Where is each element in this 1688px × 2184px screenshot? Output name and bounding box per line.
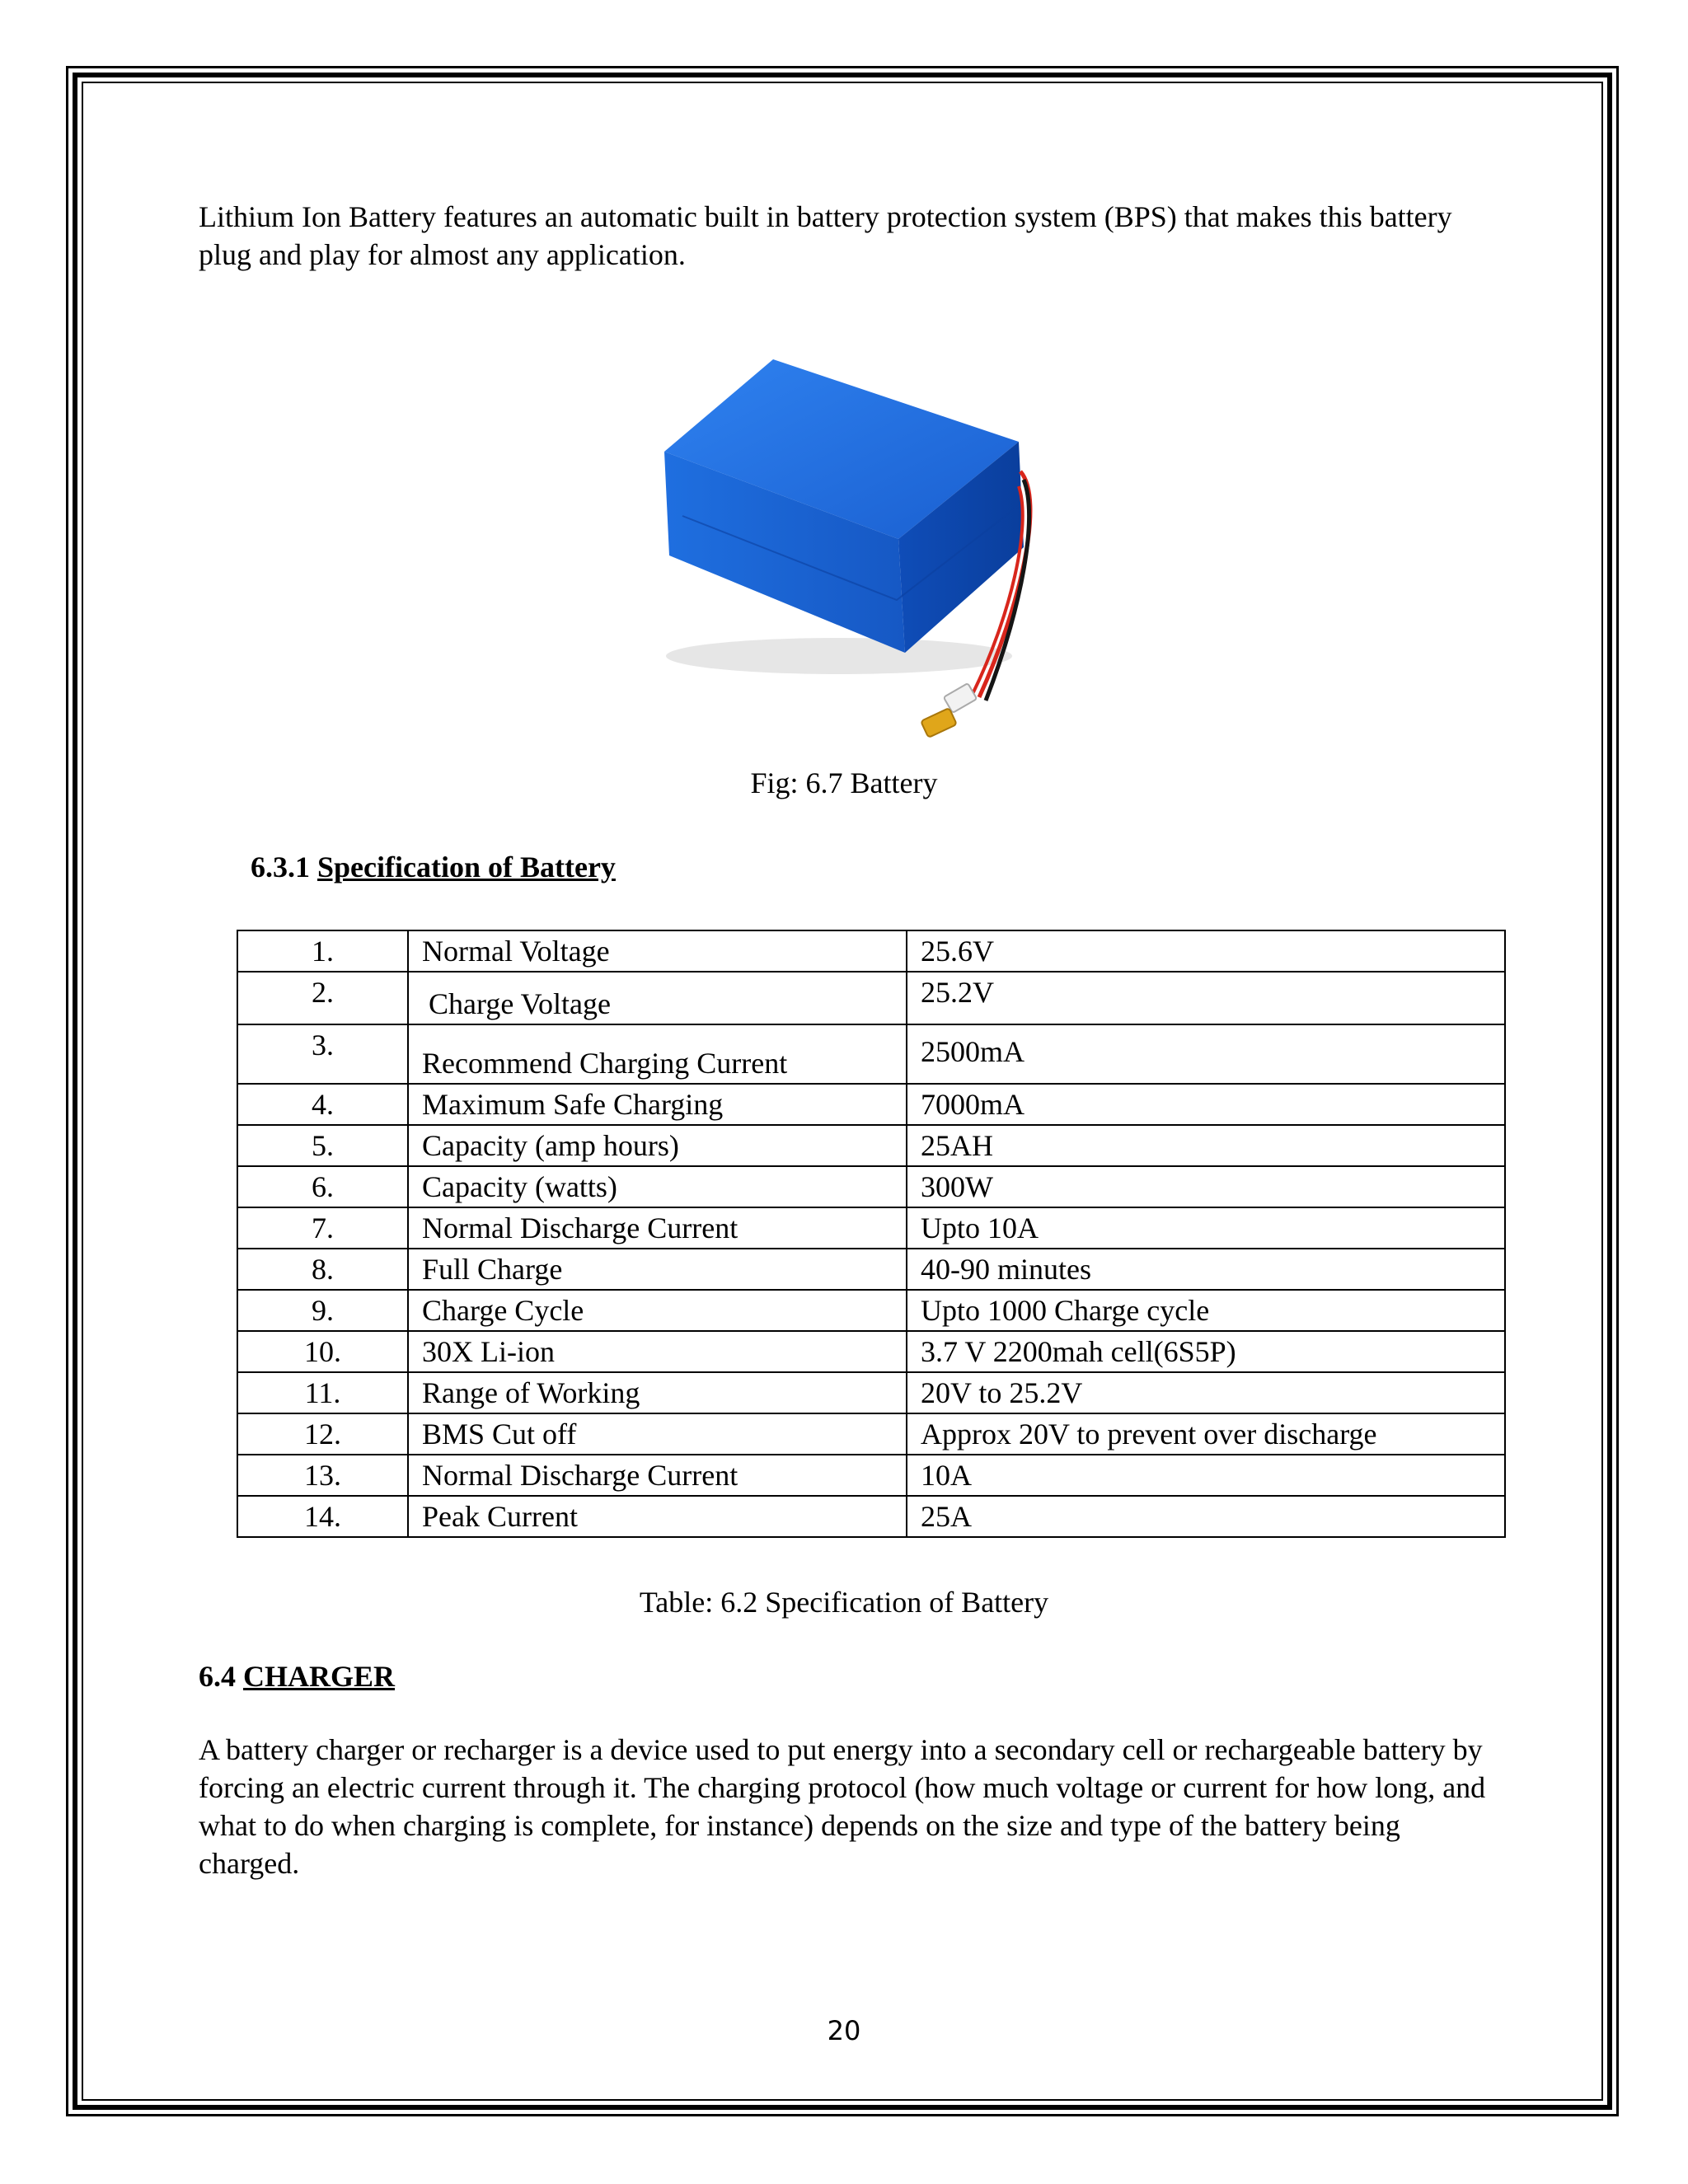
section-title: Specification of Battery [317,851,616,883]
row-value: 20V to 25.2V [907,1372,1505,1413]
row-parameter: Normal Discharge Current [408,1455,907,1496]
row-value: 7000mA [907,1084,1505,1125]
row-number: 6. [237,1166,408,1207]
row-parameter: Normal Voltage [408,930,907,972]
page-number: 20 [827,2015,861,2046]
row-value: 25.6V [907,930,1505,972]
row-value: Upto 10A [907,1207,1505,1249]
battery-figure [633,310,1055,747]
row-number: 1. [237,930,408,972]
table-row [237,972,1505,1024]
row-number: 11. [237,1372,408,1413]
row-parameter: Normal Discharge Current [408,1207,907,1249]
table-row [237,1290,1505,1331]
table-row [237,1166,1505,1207]
row-number: 3. [237,1024,408,1084]
section-number: 6.3.1 [251,851,310,883]
table-row [237,1413,1505,1455]
row-number: 13. [237,1455,408,1496]
row-parameter: Full Charge [408,1249,907,1290]
table-row [237,1207,1505,1249]
row-value: 25AH [907,1125,1505,1166]
row-number: 2. [237,972,408,1024]
row-number: 5. [237,1125,408,1166]
row-value: 2500mA [907,1024,1505,1084]
row-parameter: BMS Cut off [408,1413,907,1455]
row-parameter: Range of Working [408,1372,907,1413]
battery-image [633,310,1055,747]
table-caption: Table: 6.2 Specification of Battery [639,1586,1049,1619]
row-number: 14. [237,1496,408,1537]
table-row [237,930,1505,972]
table-row [237,1331,1505,1372]
row-number: 12. [237,1413,408,1455]
table-row [237,1455,1505,1496]
section-number: 6.4 [199,1660,236,1693]
row-value: 10A [907,1455,1505,1496]
row-value: 25.2V [907,972,1505,1024]
row-parameter: Maximum Safe Charging [408,1084,907,1125]
battery-shadow [666,638,1012,674]
row-value: 40-90 minutes [907,1249,1505,1290]
row-number: 4. [237,1084,408,1125]
intro-paragraph: Lithium Ion Battery features an automatic built in battery protection system (BPS) that makes this battery plug and play for almost any application. [199,200,1452,271]
row-number: 8. [237,1249,408,1290]
table-row [237,1024,1505,1084]
row-parameter: Charge Voltage [408,972,907,1024]
section-heading-6-4 [199,1658,395,1694]
section-heading-6-3-1 [251,849,616,885]
row-number: 9. [237,1290,408,1331]
row-value: 300W [907,1166,1505,1207]
row-value: Approx 20V to prevent over discharge [907,1413,1505,1455]
row-value: Upto 1000 Charge cycle [907,1290,1505,1331]
row-parameter: Peak Current [408,1496,907,1537]
row-number: 7. [237,1207,408,1249]
row-value: 25A [907,1496,1505,1537]
figure-caption: Fig: 6.7 Battery [750,766,938,799]
charger-paragraph: A battery charger or recharger is a device used to put energy into a secondary cell or rechargeable battery by forcing an electric current through it. The charging protocol (how much voltage or current for how long, and what to do when charging is complete, for instance) depends on the size and type of the battery being charged. [199,1733,1486,1880]
row-parameter: Recommend Charging Current [408,1024,907,1084]
row-parameter: 30X Li-ion [408,1331,907,1372]
row-value: 3.7 V 2200mah cell(6S5P) [907,1331,1505,1372]
row-number: 10. [237,1331,408,1372]
section-title: CHARGER [243,1660,396,1693]
table-row [237,1249,1505,1290]
row-parameter: Charge Cycle [408,1290,907,1331]
table-row [237,1496,1505,1537]
table-row [237,1084,1505,1125]
table-row [237,1372,1505,1413]
yellow-connector [921,708,957,738]
battery-spec-table [237,930,1506,1538]
row-parameter: Capacity (amp hours) [408,1125,907,1166]
table-row [237,1125,1505,1166]
row-parameter: Capacity (watts) [408,1166,907,1207]
